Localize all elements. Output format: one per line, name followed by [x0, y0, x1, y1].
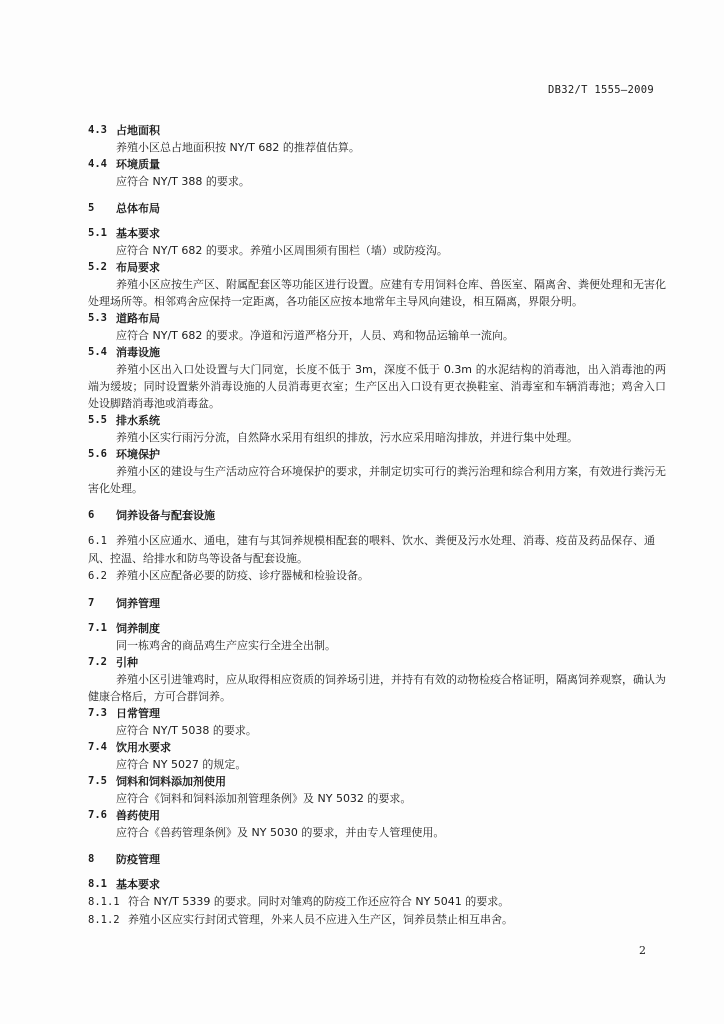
heading-title: 饲料和饲料添加剂使用: [116, 775, 226, 788]
document-body: [88, 122, 666, 929]
heading-number: 7.4: [88, 741, 107, 753]
heading-title: 引种: [116, 656, 138, 669]
section-heading: [88, 705, 666, 722]
clause-number: 8.1.2: [88, 914, 120, 926]
heading-title: 布局要求: [116, 261, 160, 274]
clause-item: [88, 532, 666, 567]
section-heading: [88, 225, 666, 242]
paragraph: 应符合《饲料和饲料添加剂管理条例》及 NY 5032 的要求。: [116, 792, 412, 805]
clause-text: 养殖小区应通水、通电，建有与其饲养规模相配套的喂料、饮水、粪便及污水处理、消毒、疫苗及药品保存、通风、控温、给排水和防鸟等设备与配套设施。: [88, 534, 655, 565]
section-heading: [88, 773, 666, 790]
heading-number: 5.5: [88, 414, 107, 426]
paragraph: 应符合 NY/T 5038 的要求。: [116, 724, 257, 737]
heading-number: 7.6: [88, 809, 107, 821]
page-number: 2: [639, 944, 646, 957]
heading-number: 6: [88, 509, 95, 521]
heading-number: 7.3: [88, 707, 107, 719]
paragraph: 养殖小区实行雨污分流，自然降水采用有组织的排放，污水应采用暗沟排放，并进行集中处理。: [116, 431, 578, 444]
subclause-item: [88, 911, 666, 929]
heading-number: 5.1: [88, 227, 107, 239]
heading-number: 5.6: [88, 448, 107, 460]
section-heading: [88, 739, 666, 756]
subclause-item: [88, 893, 666, 911]
section-heading: [88, 807, 666, 824]
paragraph: 养殖小区应按生产区、附属配套区等功能区进行设置。应建有专用饲料仓库、兽医室、隔离舍、粪便处理和无害化处理场所等。相邻鸡舍应保持一定距离，各功能区应按本地常年主导风向建设，相互隔离，界限分明。: [88, 278, 666, 308]
heading-title: 基本要求: [116, 227, 160, 240]
heading-number: 4.4: [88, 158, 107, 170]
chapter-heading: [88, 851, 666, 868]
section-heading: [88, 446, 666, 463]
heading-number: 5: [88, 202, 95, 214]
section-heading: [88, 122, 666, 139]
heading-number: 8.1: [88, 878, 107, 890]
chapter-heading: [88, 507, 666, 524]
heading-title: 日常管理: [116, 707, 160, 720]
heading-number: 7: [88, 597, 95, 609]
heading-title: 兽药使用: [116, 809, 160, 822]
heading-title: 占地面积: [116, 124, 160, 137]
section-heading: [88, 620, 666, 637]
section-heading: [88, 310, 666, 327]
section-heading: [88, 344, 666, 361]
heading-title: 防疫管理: [116, 853, 160, 866]
clause-number: 6.2: [88, 570, 107, 582]
clause-text: 符合 NY/T 5339 的要求。同时对雏鸡的防疫工作还应符合 NY 5041 的要求。: [128, 895, 510, 908]
heading-number: 7.5: [88, 775, 107, 787]
heading-number: 7.2: [88, 656, 107, 668]
heading-title: 排水系统: [116, 414, 160, 427]
section-heading: [88, 259, 666, 276]
heading-number: 4.3: [88, 124, 107, 136]
clause-number: 8.1.1: [88, 896, 120, 908]
chapter-heading: [88, 200, 666, 217]
heading-title: 道路布局: [116, 312, 160, 325]
heading-title: 饲养管理: [116, 597, 160, 610]
heading-title: 环境保护: [116, 448, 160, 461]
heading-title: 总体布局: [116, 202, 160, 215]
paragraph: 应符合《兽药管理条例》及 NY 5030 的要求，并由专人管理使用。: [116, 826, 445, 839]
paragraph: 养殖小区引进雏鸡时，应从取得相应资质的饲养场引进，并持有有效的动物检疫合格证明，隔离饲养观察，确认为健康合格后，方可合群饲养。: [88, 673, 666, 703]
chapter-heading: [88, 595, 666, 612]
paragraph: 应符合 NY/T 682 的要求。养殖小区周围须有围栏（墙）或防疫沟。: [116, 244, 448, 257]
heading-number: 7.1: [88, 622, 107, 634]
heading-title: 消毒设施: [116, 346, 160, 359]
clause-text: 养殖小区应实行封闭式管理，外来人员不应进入生产区，饲养员禁止相互串舍。: [128, 913, 513, 926]
heading-number: 8: [88, 853, 95, 865]
paragraph: 养殖小区出入口处设置与大门同宽，长度不低于 3m，深度不低于 0.3m 的水泥结构的消毒池，出入消毒池的两端为缓坡；同时设置紫外消毒设施的人员消毒更衣室；生产区出入口设有更衣换鞋室、消毒室和车辆消毒池；鸡舍入口处设脚踏消毒池或消毒盆。: [88, 363, 666, 410]
standard-code: DB32/T 1555—2009: [548, 84, 654, 96]
section-heading: [88, 876, 666, 893]
heading-number: 5.4: [88, 346, 107, 358]
clause-item: [88, 567, 666, 585]
heading-number: 5.2: [88, 261, 107, 273]
heading-title: 饲养制度: [116, 622, 160, 635]
paragraph: 应符合 NY/T 388 的要求。: [116, 175, 250, 188]
section-heading: [88, 412, 666, 429]
paragraph: 养殖小区总占地面积按 NY/T 682 的推荐值估算。: [116, 141, 360, 154]
heading-title: 饲养设备与配套设施: [116, 509, 215, 522]
paragraph: 应符合 NY/T 682 的要求。净道和污道严格分开，人员、鸡和物品运输单一流向。: [116, 329, 514, 342]
heading-title: 环境质量: [116, 158, 160, 171]
heading-title: 饮用水要求: [116, 741, 171, 754]
paragraph: 应符合 NY 5027 的规定。: [116, 758, 247, 771]
section-heading: [88, 654, 666, 671]
heading-number: 5.3: [88, 312, 107, 324]
paragraph: 养殖小区的建设与生产活动应符合环境保护的要求，并制定切实可行的粪污治理和综合利用方案，有效进行粪污无害化处理。: [88, 465, 666, 495]
heading-title: 基本要求: [116, 878, 160, 891]
clause-text: 养殖小区应配备必要的防疫、诊疗器械和检验设备。: [116, 569, 369, 582]
clause-number: 6.1: [88, 535, 107, 547]
section-heading: [88, 156, 666, 173]
paragraph: 同一栋鸡舍的商品鸡生产应实行全进全出制。: [116, 639, 336, 652]
